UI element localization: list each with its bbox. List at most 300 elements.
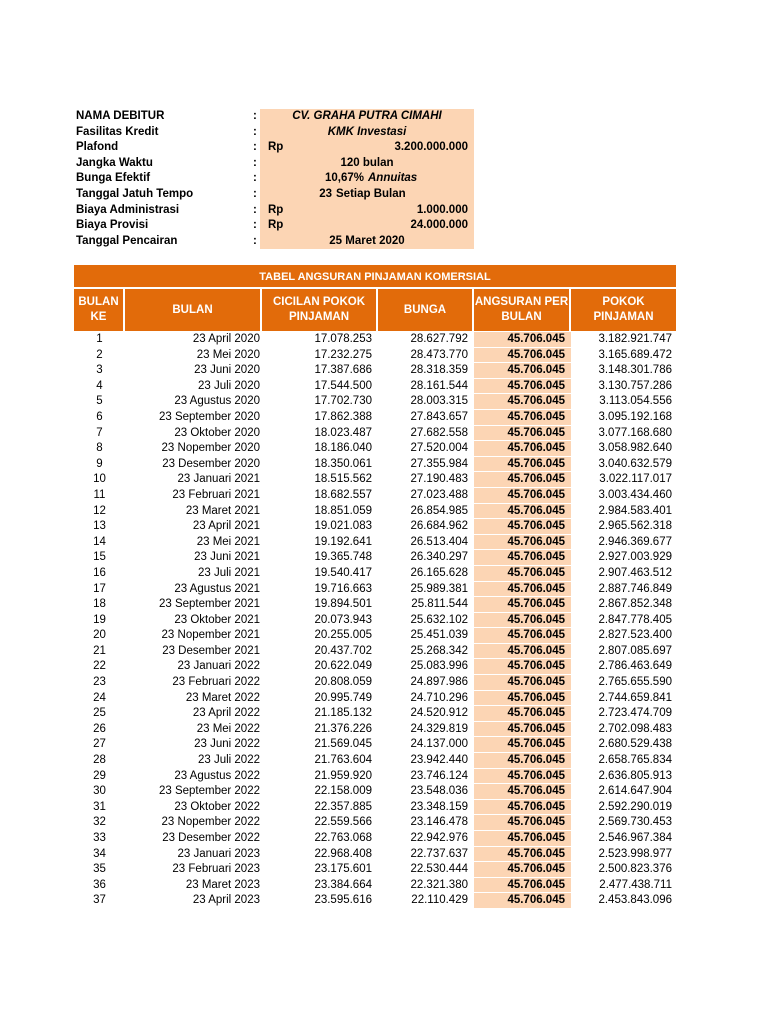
label-jangka-waktu: Jangka Waktu [76, 156, 153, 169]
cell-bulan: 23 Desember 2020 [162, 457, 260, 470]
table-row [74, 332, 676, 348]
cell-bulan: 23 September 2021 [158, 598, 260, 611]
cell-bulan: 23 Mei 2021 [196, 535, 260, 548]
cell-angsuran: 45.706.045 [474, 394, 571, 410]
cell-angsuran: 45.706.045 [474, 675, 571, 691]
tanggal-pencairan-text: 25 Maret 2020 [329, 234, 405, 247]
cell-bulan: 23 Juli 2020 [197, 379, 260, 392]
cell-pokok-pinjaman: 2.546.967.384 [598, 832, 672, 844]
cell-angsuran: 45.706.045 [474, 566, 571, 582]
cell-angsuran: 45.706.045 [474, 519, 571, 535]
colon: : [253, 219, 257, 232]
table-title: TABEL ANGSURAN PINJAMAN KOMERSIAL [74, 265, 676, 289]
colon: : [253, 172, 257, 185]
cell-cicilan-pokok: 18.350.061 [314, 457, 372, 470]
colon: : [253, 141, 257, 154]
cell-bunga: 22.530.444 [410, 863, 468, 876]
cell-pokok-pinjaman: 3.113.054.556 [599, 395, 672, 408]
cell-bunga: 25.632.102 [410, 613, 468, 626]
table-row [74, 644, 676, 660]
info-row-jangka-waktu [76, 156, 476, 172]
table-row [74, 659, 676, 675]
cell-pokok-pinjaman: 2.765.655.590 [598, 676, 672, 689]
label-tanggal-jatuh-tempo: Tanggal Jatuh Tempo [76, 187, 194, 200]
cell-angsuran: 45.706.045 [474, 644, 571, 660]
cell-pokok-pinjaman: 2.984.583.401 [598, 504, 672, 517]
colon: : [253, 156, 257, 169]
cell-bulan: 23 Januari 2023 [177, 847, 260, 860]
cell-bulan-ke: 14 [93, 535, 106, 548]
currency-rp: Rp [268, 141, 284, 154]
cell-angsuran: 45.706.045 [474, 613, 571, 629]
cell-pokok-pinjaman: 2.477.438.711 [599, 878, 672, 891]
cell-cicilan-pokok: 19.021.083 [314, 520, 372, 533]
cell-bunga: 22.110.429 [411, 894, 468, 907]
cell-pokok-pinjaman: 3.022.117.017 [599, 473, 672, 486]
value-tanggal-pencairan [260, 234, 474, 250]
cell-cicilan-pokok: 18.682.557 [314, 488, 372, 501]
label-nama-debitur: NAMA DEBITUR [76, 110, 165, 122]
cell-cicilan-pokok: 17.078.253 [314, 333, 372, 345]
cell-pokok-pinjaman: 3.165.689.472 [598, 348, 672, 361]
cell-bulan-ke: 18 [93, 598, 106, 611]
cell-bulan-ke: 29 [93, 769, 106, 782]
cell-bulan-ke: 6 [96, 410, 103, 423]
cell-angsuran: 45.706.045 [474, 363, 571, 379]
table-row [74, 878, 676, 894]
info-row-fasilitas-kredit [76, 125, 476, 141]
cell-cicilan-pokok: 17.544.500 [314, 379, 372, 392]
header-pokok-pinjaman: POKOK PINJAMAN [593, 296, 654, 323]
cell-bunga: 23.548.036 [410, 785, 468, 798]
table-row [74, 722, 676, 738]
cell-pokok-pinjaman: 2.453.843.096 [598, 894, 672, 907]
cell-bulan: 23 Nopember 2020 [161, 442, 260, 455]
cell-bulan: 23 Januari 2022 [177, 660, 260, 673]
table-row [74, 706, 676, 722]
cell-bunga: 26.684.962 [410, 520, 468, 533]
cell-angsuran: 45.706.045 [474, 426, 571, 442]
colon: : [253, 203, 257, 216]
cell-cicilan-pokok: 18.023.487 [314, 426, 372, 439]
table-row [74, 426, 676, 442]
cell-angsuran: 45.706.045 [474, 597, 571, 613]
nama-debitur-text: CV. GRAHA PUTRA CIMAHI [292, 110, 442, 122]
label-fasilitas-kredit: Fasilitas Kredit [76, 125, 159, 138]
debtor-info [76, 109, 476, 249]
cell-cicilan-pokok: 19.716.663 [314, 582, 372, 595]
cell-cicilan-pokok: 20.437.702 [314, 644, 372, 657]
cell-angsuran: 45.706.045 [474, 441, 571, 457]
table-row [74, 519, 676, 535]
cell-angsuran: 45.706.045 [474, 737, 571, 753]
cell-cicilan-pokok: 23.384.664 [314, 878, 372, 891]
table-row [74, 379, 676, 395]
cell-bulan: 23 Maret 2021 [185, 504, 260, 517]
cell-bulan-ke: 27 [93, 738, 106, 751]
cell-bulan-ke: 32 [93, 816, 106, 829]
cell-cicilan-pokok: 22.357.885 [314, 800, 372, 813]
cell-pokok-pinjaman: 3.148.301.786 [598, 364, 672, 377]
header-bulan: BULAN [125, 289, 262, 331]
cell-bulan-ke: 21 [93, 644, 106, 657]
cell-pokok-pinjaman: 2.636.805.913 [598, 769, 672, 782]
cell-bulan-ke: 28 [93, 754, 106, 767]
table-row [74, 504, 676, 520]
cell-cicilan-pokok: 17.232.275 [314, 348, 372, 361]
cell-bunga: 26.340.297 [410, 551, 468, 564]
cell-bunga: 23.146.478 [410, 816, 468, 829]
cell-bunga: 25.268.342 [410, 644, 468, 657]
table-row [74, 691, 676, 707]
cell-bulan-ke: 11 [93, 488, 106, 501]
installment-table [74, 265, 676, 909]
cell-angsuran: 45.706.045 [474, 847, 571, 863]
cell-pokok-pinjaman: 2.907.463.512 [598, 566, 672, 579]
cell-angsuran: 45.706.045 [474, 862, 571, 878]
value-biaya-administrasi [260, 203, 474, 219]
cell-angsuran: 45.706.045 [474, 800, 571, 816]
cell-bunga: 24.329.819 [410, 722, 468, 735]
cell-angsuran: 45.706.045 [474, 535, 571, 551]
cell-angsuran: 45.706.045 [474, 472, 571, 488]
cell-angsuran: 45.706.045 [474, 379, 571, 395]
cell-bulan-ke: 30 [93, 785, 106, 798]
cell-pokok-pinjaman: 2.723.474.709 [598, 707, 672, 720]
table-row [74, 737, 676, 753]
header-cicilan-pokok: CICILAN POKOK PINJAMAN [262, 289, 378, 331]
cell-bulan-ke: 17 [93, 582, 106, 595]
info-row-bunga-efektif [76, 171, 476, 187]
cell-bulan-ke: 9 [96, 457, 103, 470]
cell-pokok-pinjaman: 3.077.168.680 [598, 426, 672, 439]
cell-bulan-ke: 3 [96, 364, 103, 377]
cell-angsuran: 45.706.045 [474, 504, 571, 520]
cell-bunga: 27.520.004 [410, 442, 468, 455]
jangka-waktu-text: 120 bulan [340, 156, 394, 169]
table-header [74, 289, 676, 331]
cell-cicilan-pokok: 21.376.226 [314, 722, 372, 735]
cell-bulan-ke: 5 [96, 395, 103, 408]
cell-bunga: 24.897.986 [410, 676, 468, 689]
cell-bulan-ke: 2 [96, 348, 103, 361]
cell-angsuran: 45.706.045 [474, 550, 571, 566]
cell-bunga: 24.137.000 [410, 738, 468, 751]
table-row [74, 488, 676, 504]
cell-bulan: 23 April 2023 [192, 894, 260, 907]
cell-angsuran: 45.706.045 [474, 348, 571, 364]
cell-cicilan-pokok: 22.559.566 [314, 816, 372, 829]
value-plafond [260, 140, 474, 156]
cell-cicilan-pokok: 21.763.604 [314, 754, 372, 767]
cell-bulan: 23 Juni 2022 [194, 738, 260, 751]
cell-cicilan-pokok: 18.851.059 [314, 504, 372, 517]
cell-bulan: 23 Mei 2020 [196, 348, 260, 361]
cell-bunga: 23.348.159 [410, 800, 468, 813]
info-row-biaya-provisi [76, 218, 476, 234]
cell-bulan-ke: 23 [93, 676, 106, 689]
cell-pokok-pinjaman: 2.658.765.834 [598, 754, 672, 767]
cell-pokok-pinjaman: 3.058.982.640 [598, 442, 672, 455]
value-nama-debitur [260, 109, 474, 125]
table-row [74, 613, 676, 629]
cell-pokok-pinjaman: 2.614.647.904 [598, 785, 672, 798]
cell-bulan-ke: 19 [93, 613, 106, 626]
cell-bulan-ke: 37 [93, 894, 106, 907]
table-row [74, 675, 676, 691]
label-plafond: Plafond [76, 141, 119, 154]
cell-bulan-ke: 8 [96, 442, 103, 455]
table-row [74, 394, 676, 410]
cell-bulan: 23 September 2020 [158, 410, 260, 423]
cell-bulan: 23 Februari 2021 [172, 488, 260, 501]
cell-cicilan-pokok: 19.365.748 [314, 551, 372, 564]
cell-bulan-ke: 20 [93, 629, 106, 642]
cell-bulan: 23 Oktober 2022 [174, 800, 260, 813]
cell-bulan-ke: 24 [93, 691, 106, 704]
cell-angsuran: 45.706.045 [474, 691, 571, 707]
table-row [74, 893, 676, 909]
cell-cicilan-pokok: 21.185.132 [314, 707, 372, 720]
cell-bulan-ke: 25 [93, 707, 106, 720]
cell-cicilan-pokok: 23.175.601 [314, 863, 372, 876]
cell-bulan-ke: 1 [96, 333, 103, 345]
cell-bunga: 26.854.985 [410, 504, 468, 517]
bunga-rate: 10,67% [324, 172, 364, 185]
cell-angsuran: 45.706.045 [474, 722, 571, 738]
cell-bulan: 23 Oktober 2020 [174, 426, 260, 439]
cell-bunga: 24.710.296 [410, 691, 468, 704]
cell-angsuran: 45.706.045 [474, 706, 571, 722]
cell-angsuran: 45.706.045 [474, 332, 571, 348]
table-row [74, 410, 676, 426]
cell-bunga: 28.627.792 [410, 333, 468, 345]
jatuh-tempo-day: 23 [319, 187, 332, 200]
cell-bulan: 23 Juli 2022 [197, 754, 260, 767]
value-jangka-waktu [260, 156, 474, 172]
cell-bulan: 23 Agustus 2020 [174, 395, 260, 408]
table-row [74, 769, 676, 785]
cell-bulan-ke: 36 [93, 878, 106, 891]
cell-bulan: 23 Juli 2021 [197, 566, 260, 579]
cell-bulan: 23 Mei 2022 [196, 722, 260, 735]
cell-angsuran: 45.706.045 [474, 815, 571, 831]
cell-pokok-pinjaman: 2.786.463.649 [598, 660, 672, 673]
cell-pokok-pinjaman: 2.827.523.400 [598, 629, 672, 642]
cell-bunga: 25.451.039 [410, 629, 468, 642]
table-row [74, 457, 676, 473]
cell-cicilan-pokok: 18.515.562 [314, 473, 372, 486]
cell-angsuran: 45.706.045 [474, 582, 571, 598]
cell-bulan: 23 Maret 2022 [185, 691, 260, 704]
cell-pokok-pinjaman: 2.847.778.405 [598, 613, 672, 626]
cell-angsuran: 45.706.045 [474, 628, 571, 644]
cell-pokok-pinjaman: 2.523.998.977 [598, 847, 672, 860]
cell-bulan: 23 September 2022 [158, 785, 260, 798]
cell-bulan: 23 Nopember 2022 [161, 816, 260, 829]
cell-cicilan-pokok: 17.702.730 [314, 395, 372, 408]
cell-bulan-ke: 4 [96, 379, 103, 392]
cell-pokok-pinjaman: 3.182.921.747 [598, 333, 672, 345]
cell-cicilan-pokok: 20.808.059 [314, 676, 372, 689]
cell-cicilan-pokok: 18.186.040 [314, 442, 372, 455]
table-row [74, 348, 676, 364]
fasilitas-kredit-text: KMK Investasi [327, 125, 407, 138]
cell-bulan: 23 April 2022 [192, 707, 260, 720]
cell-cicilan-pokok: 23.595.616 [314, 894, 372, 907]
cell-pokok-pinjaman: 3.003.434.460 [598, 488, 672, 501]
cell-pokok-pinjaman: 2.702.098.483 [598, 722, 672, 735]
cell-pokok-pinjaman: 3.040.632.579 [598, 457, 672, 470]
cell-pokok-pinjaman: 2.927.003.929 [598, 551, 672, 564]
cell-bunga: 25.811.544 [411, 598, 468, 611]
cell-pokok-pinjaman: 2.680.529.438 [598, 738, 672, 751]
cell-bulan: 23 Maret 2023 [185, 878, 260, 891]
cell-bunga: 27.023.488 [410, 488, 468, 501]
table-row [74, 550, 676, 566]
cell-bulan: 23 Juni 2020 [194, 364, 260, 377]
cell-bulan: 23 Desember 2021 [162, 644, 260, 657]
cell-bunga: 25.083.996 [410, 660, 468, 673]
cell-bulan-ke: 34 [93, 847, 106, 860]
label-tanggal-pencairan: Tanggal Pencairan [76, 234, 178, 247]
cell-bunga: 27.843.657 [410, 410, 468, 423]
info-row-plafond [76, 140, 476, 156]
cell-bulan: 23 Februari 2022 [172, 676, 260, 689]
cell-pokok-pinjaman: 3.095.192.168 [598, 410, 672, 423]
cell-angsuran: 45.706.045 [474, 457, 571, 473]
info-row-tanggal-jatuh-tempo [76, 187, 476, 203]
table-row [74, 831, 676, 847]
header-angsuran: ANGSURAN PER BULAN [474, 289, 571, 331]
colon: : [253, 234, 257, 247]
label-bunga-efektif: Bunga Efektif [76, 172, 151, 185]
table-row [74, 784, 676, 800]
cell-bulan-ke: 15 [93, 551, 106, 564]
jatuh-tempo-suffix: Setiap Bulan [336, 187, 406, 200]
cell-bulan: 23 Januari 2021 [177, 473, 260, 486]
table-row [74, 847, 676, 863]
table-body [74, 332, 676, 909]
cell-bulan-ke: 7 [96, 426, 103, 439]
cell-bulan-ke: 13 [93, 520, 106, 533]
cell-bulan: 23 Agustus 2021 [174, 582, 260, 595]
cell-angsuran: 45.706.045 [474, 659, 571, 675]
currency-rp: Rp [268, 203, 284, 216]
table-row [74, 597, 676, 613]
cell-pokok-pinjaman: 2.887.746.849 [598, 582, 672, 595]
cell-pokok-pinjaman: 2.867.852.348 [598, 598, 672, 611]
table-row [74, 363, 676, 379]
cell-bulan: 23 Agustus 2022 [174, 769, 260, 782]
table-row [74, 441, 676, 457]
cell-bulan-ke: 22 [93, 660, 106, 673]
cell-bunga: 28.318.359 [410, 364, 468, 377]
cell-pokok-pinjaman: 3.130.757.286 [598, 379, 672, 392]
cell-cicilan-pokok: 17.387.686 [314, 364, 372, 377]
cell-bunga: 26.513.404 [410, 535, 468, 548]
cell-bunga: 27.355.984 [410, 457, 468, 470]
cell-bunga: 23.746.124 [410, 769, 468, 782]
colon: : [253, 110, 257, 122]
cell-pokok-pinjaman: 2.569.730.453 [598, 816, 672, 829]
cell-bunga: 26.165.628 [410, 566, 468, 579]
plafond-amount: 3.200.000.000 [394, 141, 468, 154]
cell-cicilan-pokok: 20.255.005 [314, 629, 372, 642]
cell-cicilan-pokok: 19.894.501 [314, 598, 372, 611]
header-bulan-ke: BULAN KE [74, 289, 125, 331]
cell-bulan-ke: 16 [93, 566, 106, 579]
cell-cicilan-pokok: 20.622.049 [314, 660, 372, 673]
cell-bulan: 23 Juni 2021 [194, 551, 260, 564]
cell-angsuran: 45.706.045 [474, 488, 571, 504]
cell-bunga: 22.321.380 [410, 878, 468, 891]
cell-bunga: 28.003.315 [410, 395, 468, 408]
cell-angsuran: 45.706.045 [474, 893, 571, 909]
cell-bulan: 23 Februari 2023 [172, 863, 260, 876]
cell-bunga: 28.473.770 [410, 348, 468, 361]
table-row [74, 862, 676, 878]
cell-bulan: 23 April 2020 [192, 333, 260, 345]
info-row-nama-debitur [76, 109, 476, 125]
table-row [74, 628, 676, 644]
cell-bunga: 28.161.544 [410, 379, 468, 392]
value-bunga-efektif [260, 171, 474, 187]
value-tanggal-jatuh-tempo [260, 187, 474, 203]
bunga-method: Annuitas [368, 172, 418, 185]
cell-bunga: 27.682.558 [410, 426, 468, 439]
cell-angsuran: 45.706.045 [474, 753, 571, 769]
cell-cicilan-pokok: 17.862.388 [314, 410, 372, 423]
cell-angsuran: 45.706.045 [474, 784, 571, 800]
cell-bunga: 24.520.912 [410, 707, 468, 720]
table-row [74, 472, 676, 488]
cell-bulan-ke: 10 [93, 473, 106, 486]
table-row [74, 582, 676, 598]
cell-pokok-pinjaman: 2.592.290.019 [598, 800, 672, 813]
cell-bulan-ke: 31 [93, 800, 106, 813]
table-row [74, 535, 676, 551]
cell-cicilan-pokok: 22.763.068 [314, 832, 372, 844]
cell-cicilan-pokok: 19.192.641 [314, 535, 372, 548]
cell-angsuran: 45.706.045 [474, 878, 571, 894]
cell-bunga: 22.942.976 [410, 832, 468, 844]
cell-angsuran: 45.706.045 [474, 831, 571, 847]
table-row [74, 815, 676, 831]
cell-bulan: 23 Desember 2022 [162, 832, 260, 844]
label-biaya-provisi: Biaya Provisi [76, 219, 149, 232]
cell-bunga: 25.989.381 [410, 582, 468, 595]
table-row [74, 566, 676, 582]
cell-bunga: 22.737.637 [410, 847, 468, 860]
cell-bulan-ke: 26 [93, 722, 106, 735]
info-row-biaya-administrasi [76, 203, 476, 219]
value-fasilitas-kredit [260, 125, 474, 141]
cell-cicilan-pokok: 19.540.417 [314, 566, 372, 579]
cell-bulan-ke: 35 [93, 863, 106, 876]
cell-pokok-pinjaman: 2.500.823.376 [598, 863, 672, 876]
cell-angsuran: 45.706.045 [474, 769, 571, 785]
biaya-administrasi-amount: 1.000.000 [416, 203, 468, 216]
colon: : [253, 187, 257, 200]
table-row [74, 800, 676, 816]
colon: : [253, 125, 257, 138]
cell-bunga: 23.942.440 [410, 754, 468, 767]
table-row [74, 753, 676, 769]
cell-bulan: 23 April 2021 [192, 520, 260, 533]
cell-cicilan-pokok: 20.073.943 [314, 613, 372, 626]
cell-bulan: 23 Oktober 2021 [174, 613, 260, 626]
